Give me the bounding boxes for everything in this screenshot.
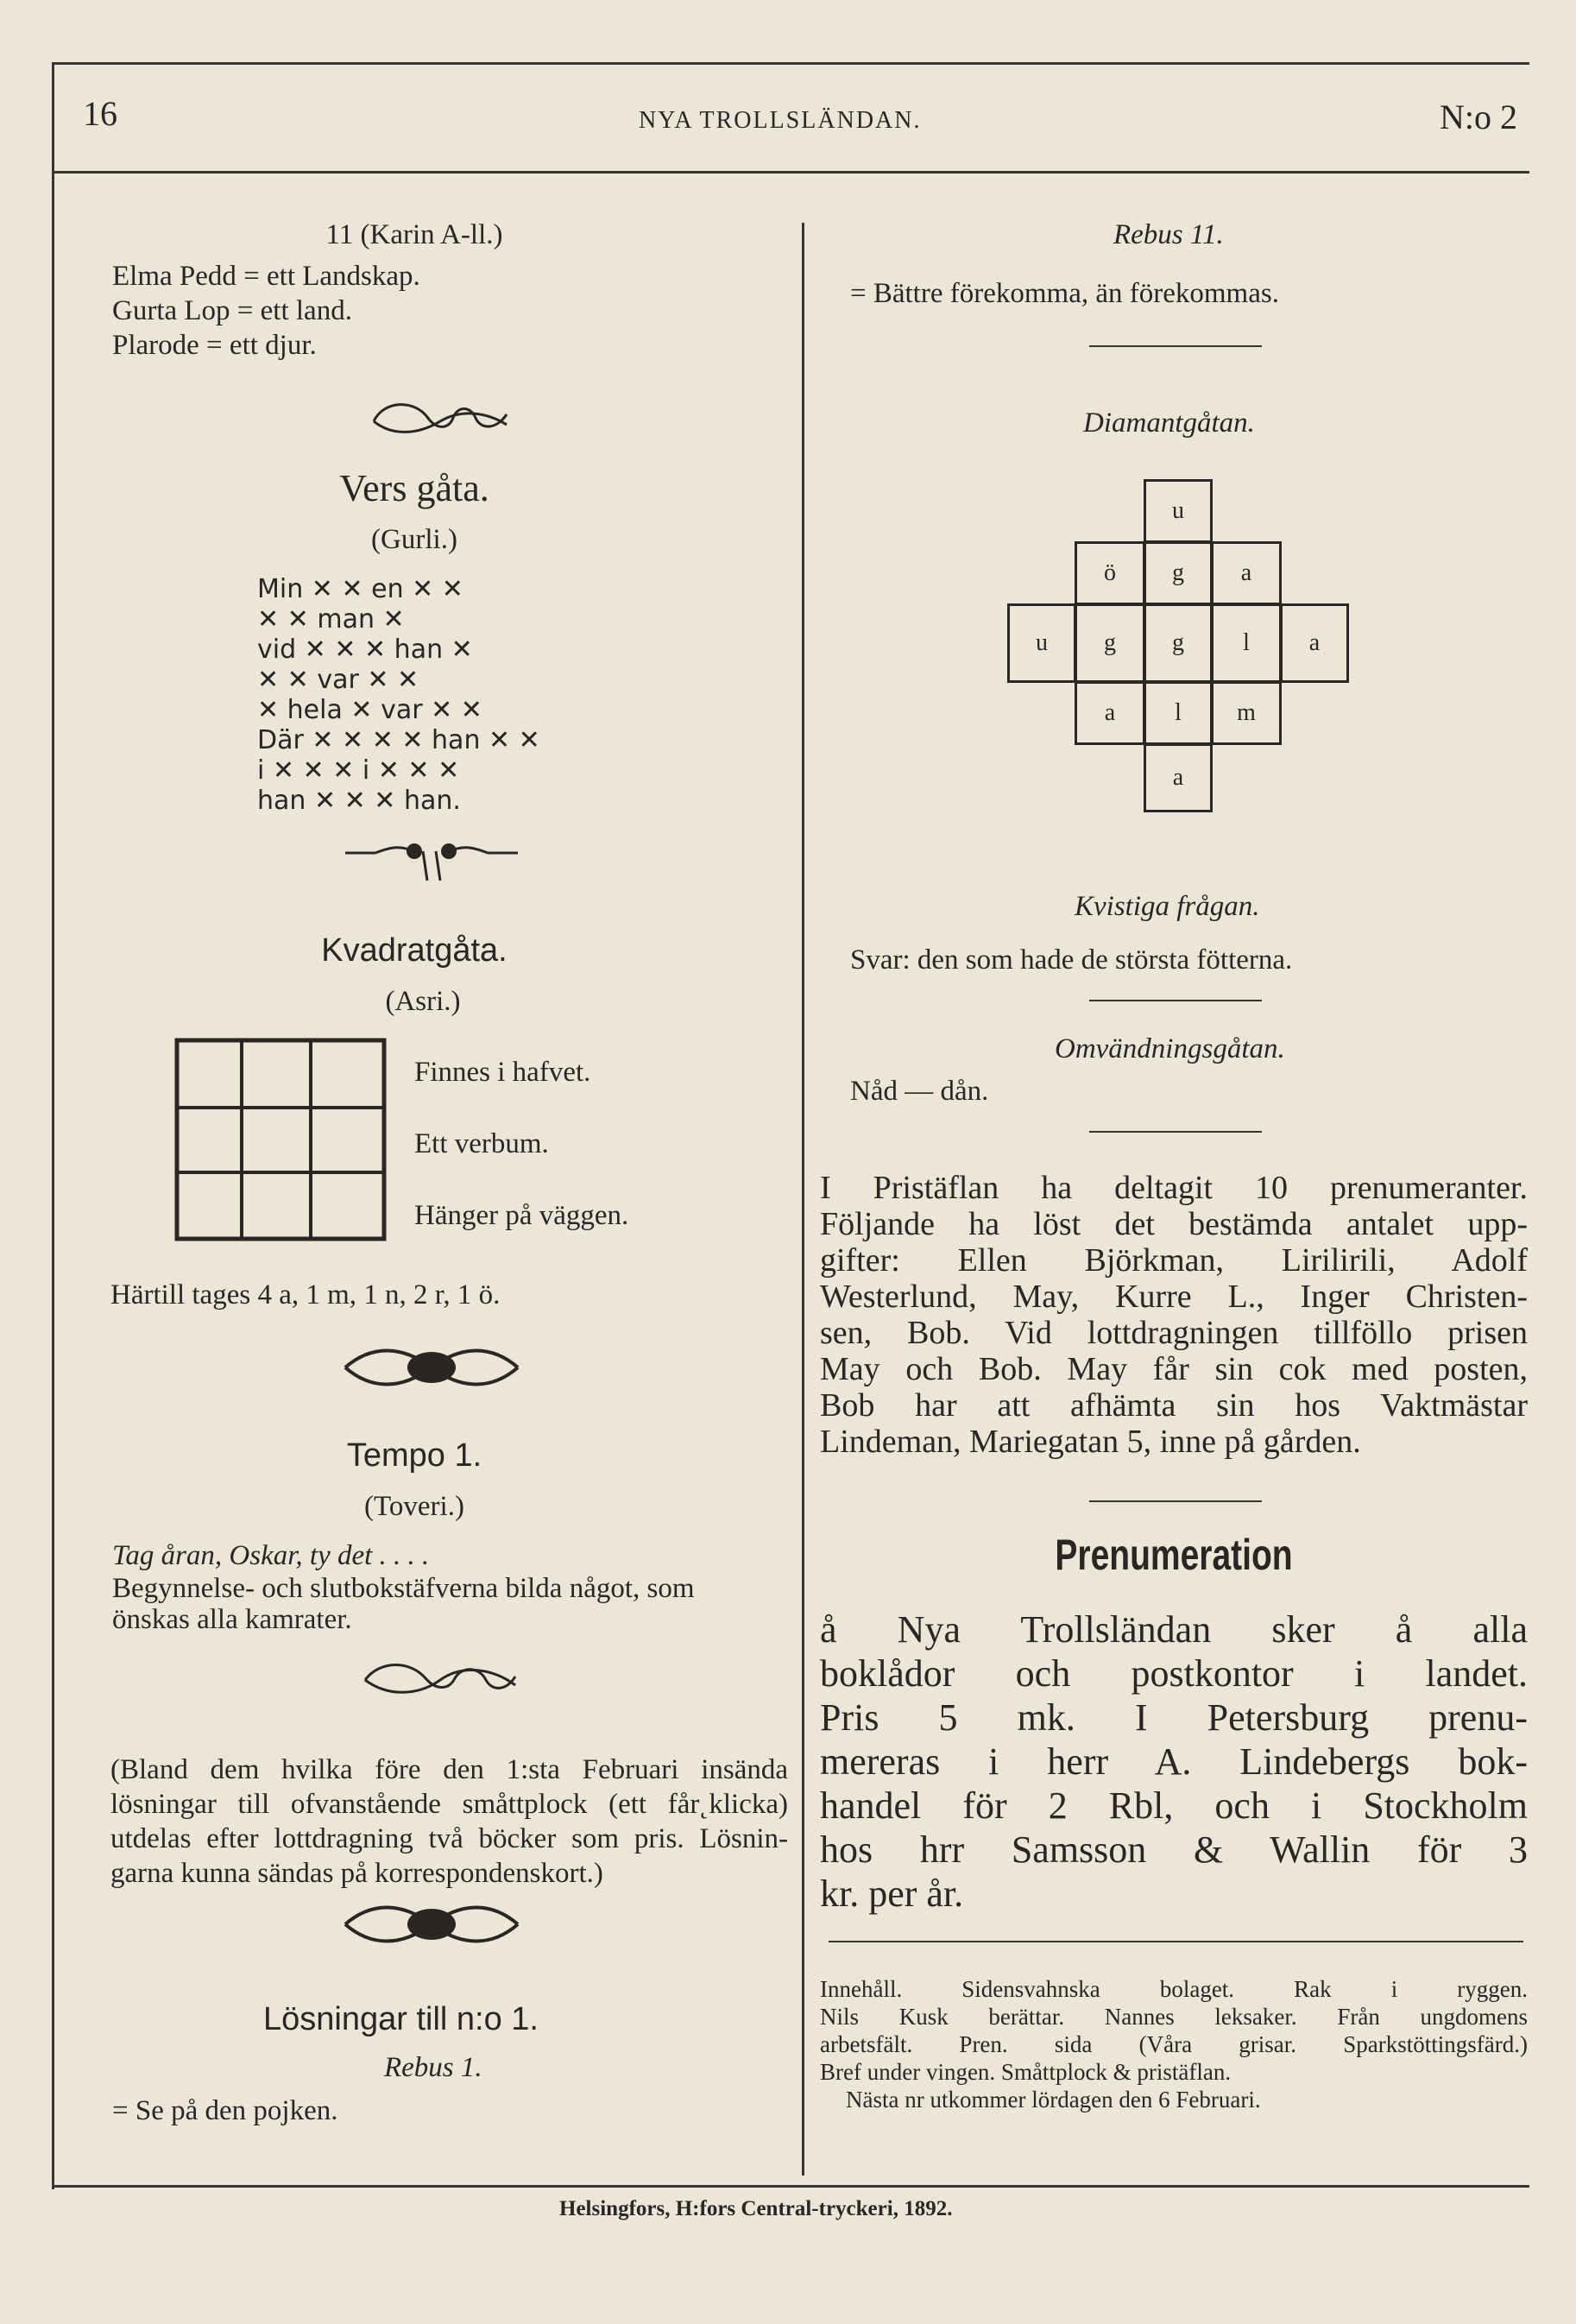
note-line: garna kunna sändas på korrespondenskort.): [110, 1858, 603, 1889]
diamant-cell: m: [1211, 681, 1282, 745]
page-number: 16: [83, 94, 117, 133]
note-line: lösningar till ofvanstående småttplock (ett får˛klicka): [110, 1789, 788, 1820]
header-rule: [52, 171, 1529, 174]
contents-line: Innehåll. Sidensvahnska bolaget. Rak i ryggen.: [820, 1976, 1528, 2002]
riddle11-line: Gurta Lop = ett land.: [112, 295, 352, 326]
diamant-cell: l: [1211, 603, 1282, 683]
prenumeration-line: handel för 2 Rbl, och i Stockholm: [820, 1784, 1528, 1827]
issue-number: N:o 2: [1440, 98, 1517, 136]
riddle11-line: Elma Pedd = ett Landskap.: [112, 261, 420, 292]
tempo-title: Tempo 1.: [346, 1437, 482, 1474]
separator: [1089, 1500, 1262, 1502]
solutions-rebus-label: Rebus 1.: [384, 2052, 482, 2083]
contents-line: Bref under vingen. Småttplock & pristäflan.: [820, 2059, 1232, 2085]
rebus11-answer: = Bättre förekomma, än förekommas.: [850, 278, 1279, 309]
kvadrat-grid: [173, 1032, 388, 1247]
tempo-line3: önskas alla kamrater.: [112, 1604, 352, 1635]
prenumeration-line: Pris 5 mk. I Petersburg prenu-: [820, 1696, 1528, 1739]
riddle11-line: Plarode = ett djur.: [112, 330, 317, 361]
solutions-rebus-answer: = Se på den pojken.: [112, 2095, 338, 2126]
diamant-cell: a: [1211, 541, 1282, 605]
kvadratgata-author: (Asri.): [385, 986, 461, 1017]
pristaflan-line: May och Bob. May får sin cok med posten,: [820, 1351, 1528, 1387]
diamant-label: Diamantgåtan.: [1083, 407, 1255, 439]
kvadrat-hint: Härtill tages 4 a, 1 m, 1 n, 2 r, 1 ö.: [110, 1279, 501, 1310]
separator-long: [829, 1941, 1523, 1942]
prenumeration-line: å Nya Trollsländan sker å alla: [820, 1608, 1528, 1651]
ornament-flourish: [367, 395, 514, 440]
left-frame-rule: [52, 62, 54, 2189]
verse-line: ✕ ✕ man ✕: [257, 604, 405, 635]
omvand-label: Omvändningsgåtan.: [1055, 1033, 1285, 1064]
kvistiga-label: Kvistiga frågan.: [1075, 891, 1260, 922]
kvadrat-clues: [414, 1055, 628, 1233]
verse-line: Min ✕ ✕ en ✕ ✕: [257, 574, 463, 604]
imprint: Helsingfors, H:fors Central-tryckeri, 1892.: [559, 2197, 953, 2220]
diamant-cell: g: [1144, 603, 1213, 683]
bottom-frame-rule: [52, 2185, 1529, 2188]
tempo-line2: Begynnelse- och slutbokstäfverna bilda något, som: [112, 1573, 695, 1604]
kvadratgata-title: Kvadratgåta.: [321, 932, 507, 969]
top-frame-rule: [52, 62, 1529, 65]
separator: [1089, 1000, 1262, 1001]
column-divider: [802, 223, 804, 2176]
ornament-flourish-2: [358, 1656, 522, 1701]
diamant-cell: g: [1144, 541, 1213, 605]
contest-note: [110, 1752, 788, 1891]
rebus11-label: Rebus 11.: [1113, 219, 1224, 250]
kvadrat-clue: Ett verbum.: [414, 1128, 549, 1159]
ornament-vine: [341, 837, 522, 889]
riddle11-heading: 11 (Karin A-ll.): [325, 219, 503, 250]
pristaflan-line: Följande ha löst det bestämda antalet upp-: [820, 1206, 1528, 1242]
note-line: (Bland dem hvilka före den 1:sta Februari insända: [110, 1754, 788, 1785]
solutions-title: Lösningar till n:o 1.: [263, 2001, 539, 2037]
verse-line: han ✕ ✕ ✕ han.: [257, 786, 461, 816]
prenumeration-line: kr. per år.: [820, 1872, 964, 1915]
contents-line: arbetsfält. Pren. sida (Våra grisar. Sparkstöttingsfärd.): [820, 2031, 1528, 2057]
diamant-cell: g: [1075, 603, 1145, 683]
diamant-cell: a: [1144, 743, 1213, 812]
prenumeration-line: boklådor och postkontor i landet.: [820, 1652, 1528, 1695]
pristaflan-block: [820, 1170, 1528, 1460]
diamant-cell: u: [1144, 479, 1213, 543]
tempo-line1: Tag åran, Oskar, ty det . . . .: [112, 1540, 430, 1571]
diamant-cell: l: [1144, 681, 1213, 745]
page-title: NYA TROLLSLÄNDAN.: [639, 107, 922, 134]
omvand-answer: Nåd — dån.: [850, 1076, 989, 1107]
pristaflan-line: gifter: Ellen Björkman, Lirilirili, Adolf: [820, 1242, 1528, 1279]
ornament-scroll-2: [341, 1898, 522, 1951]
kvadrat-clue: Finnes i hafvet.: [414, 1057, 591, 1088]
separator: [1089, 1131, 1262, 1133]
separator: [1089, 345, 1262, 347]
verse-line: ✕ ✕ var ✕ ✕: [257, 665, 419, 695]
kvadrat-clue: Hänger på väggen.: [414, 1200, 629, 1231]
pristaflan-line: Bob har att afhämta sin hos Vaktmästar: [820, 1387, 1528, 1424]
contents-line: Nästa nr utkommer lördagen den 6 Februari.: [846, 2087, 1261, 2112]
versgata-author: (Gurli.): [371, 524, 457, 555]
contents-block: [820, 1975, 1528, 2113]
verse-line: i ✕ ✕ ✕ i ✕ ✕ ✕: [257, 755, 460, 786]
versgata-title: Vers gåta.: [339, 467, 489, 509]
ornament-scroll: [341, 1341, 522, 1394]
versgata-verse: [257, 574, 540, 816]
prenumeration-line: hos hrr Samsson & Wallin för 3: [820, 1828, 1528, 1871]
kvistiga-answer: Svar: den som hade de största fötterna.: [850, 944, 1293, 976]
prenumeration-line: mereras i herr A. Lindebergs bok-: [820, 1740, 1528, 1783]
contents-line: Nils Kusk berättar. Nannes leksaker. Från ungdomens: [820, 2004, 1528, 2030]
verse-line: ✕ hela ✕ var ✕ ✕: [257, 695, 482, 725]
pristaflan-line: sen, Bob. Vid lottdragningen tillföllo prisen: [820, 1315, 1528, 1351]
note-line: utdelas efter lottdragning två böcker som pris. Lösnin-: [110, 1823, 788, 1854]
prenumeration-block: [820, 1607, 1528, 1916]
pristaflan-line: I Pristäflan ha deltagit 10 prenumeranter.: [820, 1170, 1528, 1206]
tempo-author: (Toveri.): [364, 1491, 464, 1522]
pristaflan-line: Westerlund, May, Kurre L., Inger Christen-: [820, 1279, 1528, 1315]
verse-line: vid ✕ ✕ ✕ han ✕: [257, 635, 473, 665]
riddle11-body: [112, 259, 420, 363]
diamant-cell: u: [1007, 603, 1076, 683]
diamant-cell: ö: [1075, 541, 1145, 605]
diamant-cell: a: [1075, 681, 1145, 745]
diamant-cell: a: [1280, 603, 1349, 683]
prenumeration-title: Prenumeration: [1055, 1531, 1293, 1579]
pristaflan-line: Lindeman, Mariegatan 5, inne på gården.: [820, 1424, 1361, 1460]
verse-line: Där ✕ ✕ ✕ ✕ han ✕ ✕: [257, 725, 540, 755]
